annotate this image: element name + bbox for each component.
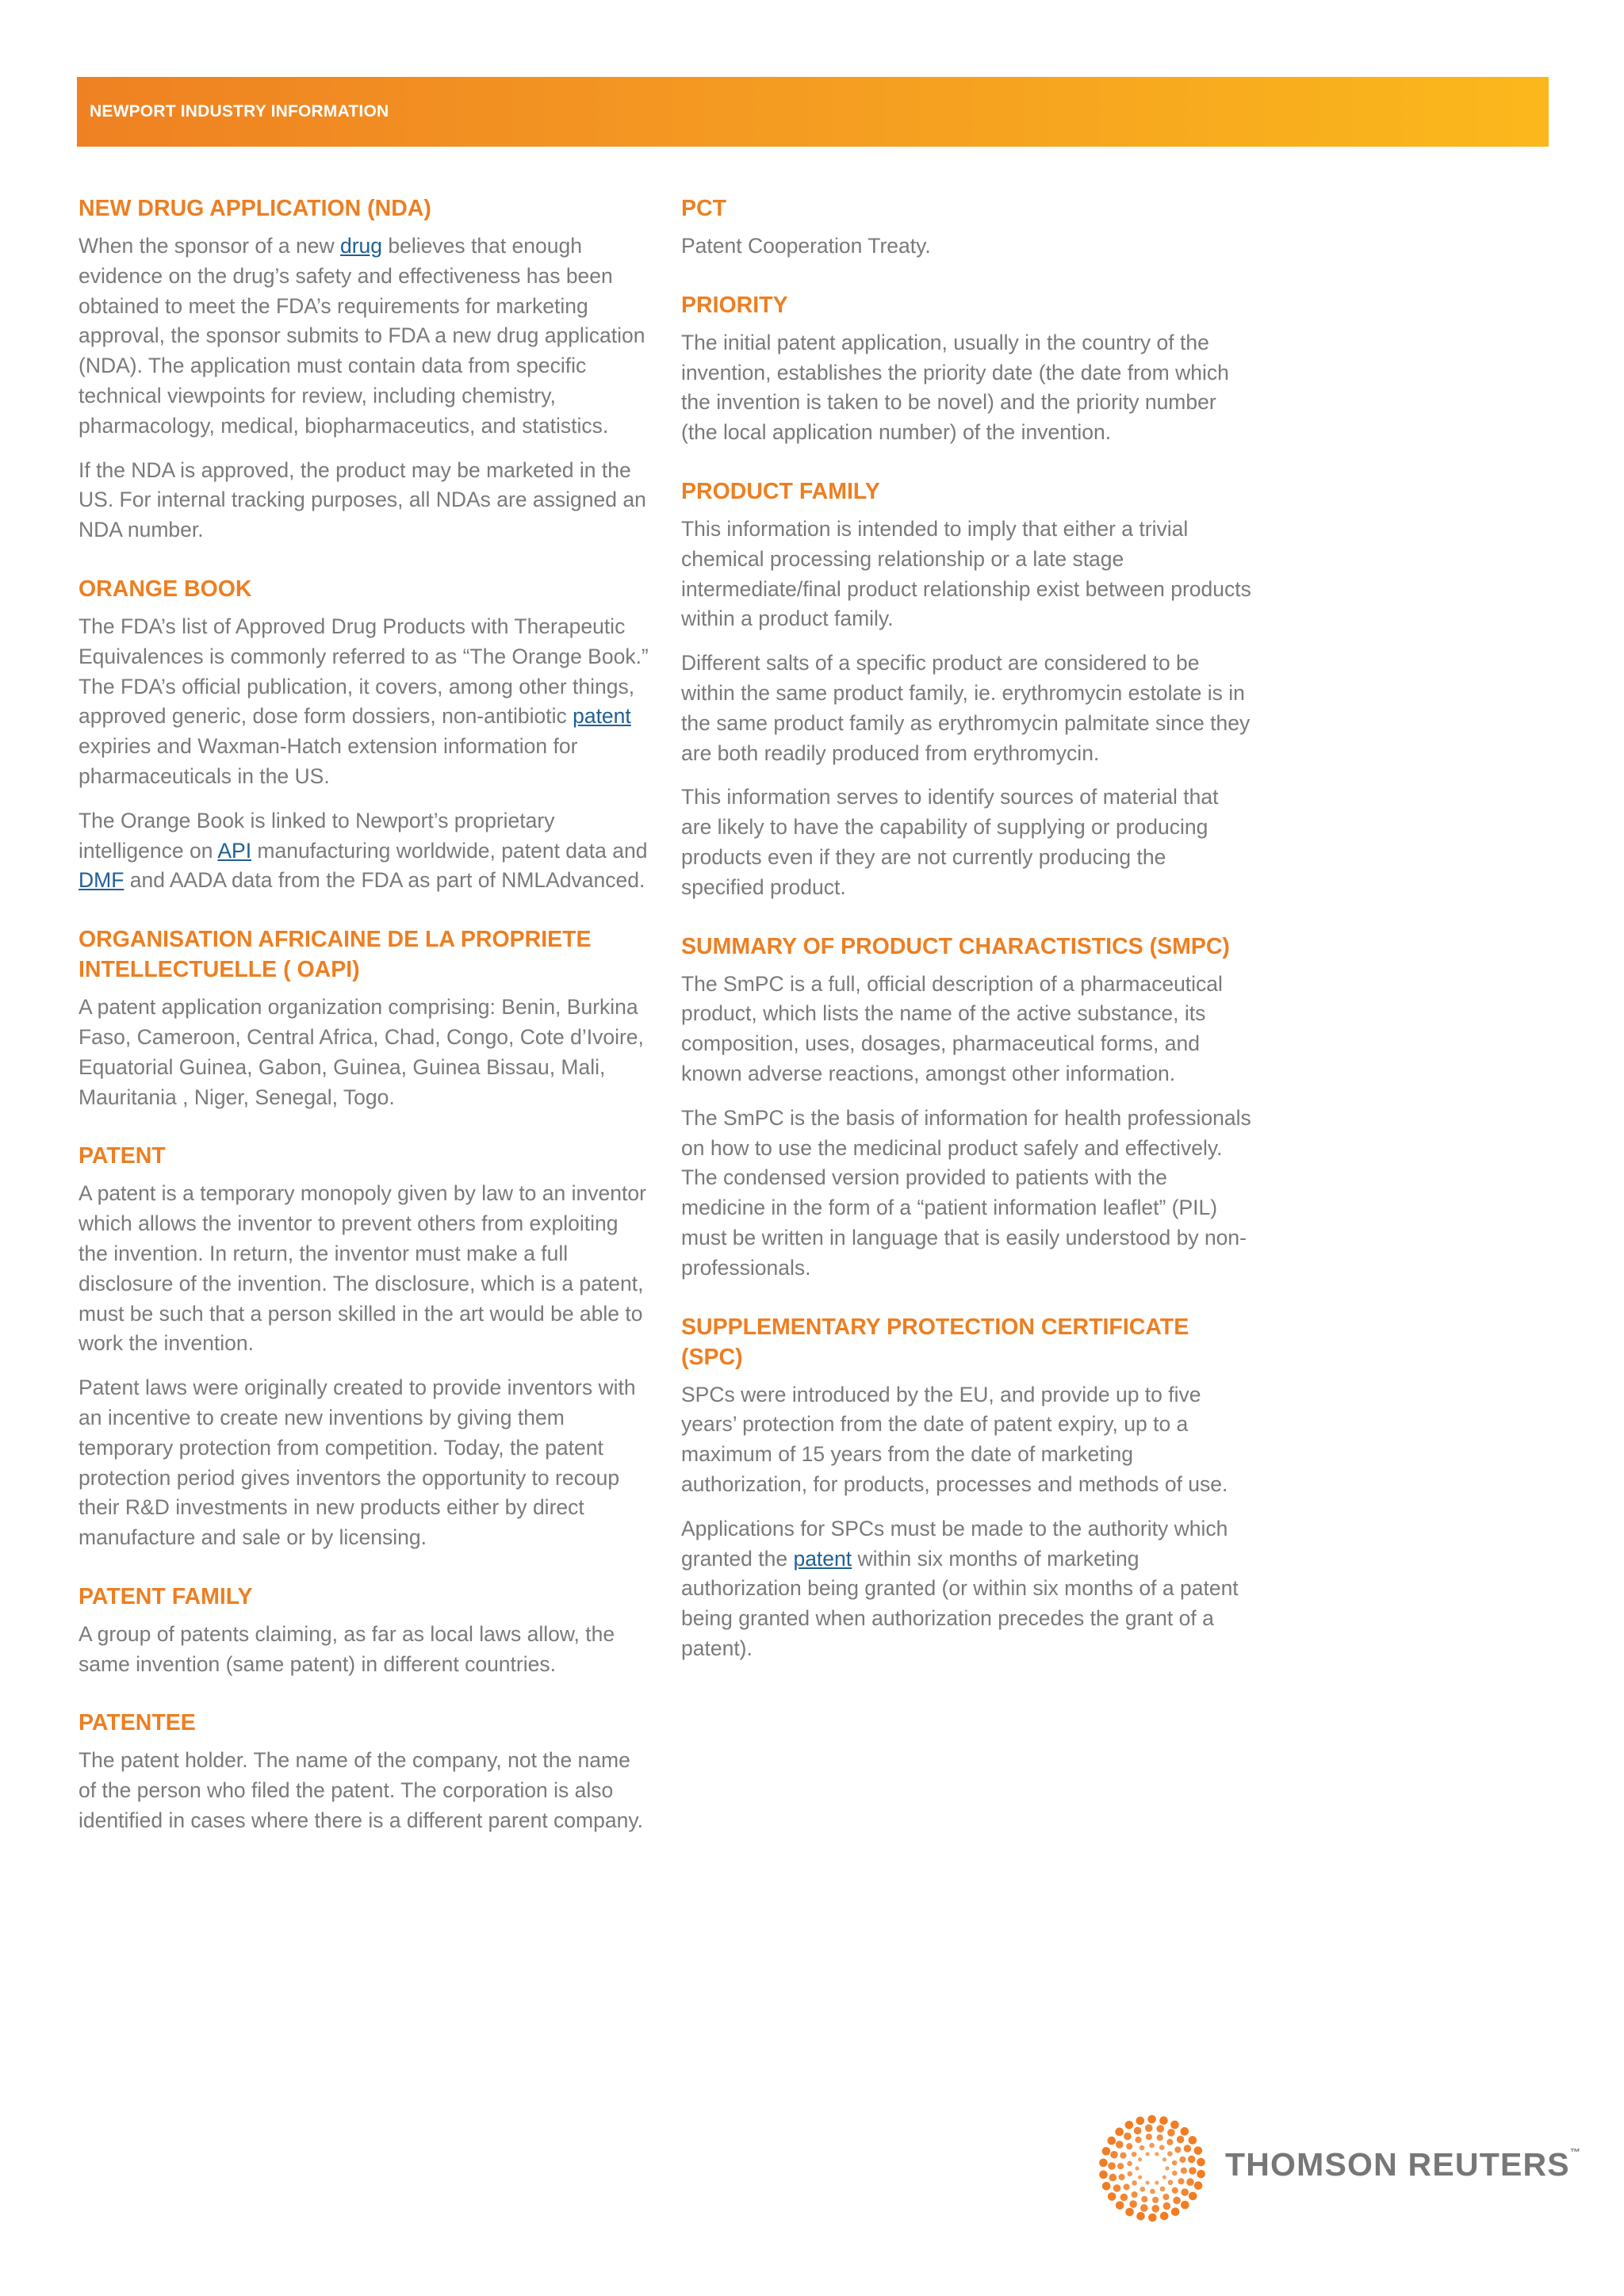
header-banner bbox=[77, 77, 1549, 147]
logo-dot bbox=[1118, 2174, 1124, 2180]
logo-dot bbox=[1177, 2136, 1185, 2144]
logo-dot bbox=[1162, 2175, 1166, 2179]
logo-dot bbox=[1178, 2178, 1184, 2184]
logo-dot bbox=[1108, 2162, 1116, 2170]
logo-dot bbox=[1181, 2201, 1189, 2210]
logo-dot bbox=[1109, 2174, 1117, 2182]
logo-dot bbox=[1146, 2152, 1150, 2156]
logo-dot bbox=[1150, 2189, 1155, 2195]
logo-dot bbox=[1167, 2151, 1173, 2156]
logo-dot bbox=[1167, 2129, 1175, 2137]
logo-dot bbox=[1171, 2207, 1180, 2216]
paragraph bbox=[79, 806, 649, 896]
drug-link[interactable]: drug bbox=[339, 234, 383, 258]
logo-dot bbox=[1115, 2128, 1124, 2137]
logo-dot bbox=[1135, 2137, 1141, 2143]
paragraph bbox=[79, 612, 649, 792]
logo-dot bbox=[1163, 2202, 1171, 2210]
logo-dot bbox=[1147, 2115, 1156, 2124]
logo-dot bbox=[1155, 2180, 1159, 2184]
section-title: SUMMARY OF PRODUCT CHARACTISTICS (SMPC) bbox=[681, 933, 1230, 959]
logo-dot bbox=[1174, 2146, 1181, 2152]
logo-dot bbox=[1136, 2117, 1145, 2126]
paragraph: The patent holder. The name of the company, not the name of the person who filed the patent. The corporation is also identified in cases where there is a different parent company. bbox=[79, 1748, 643, 1833]
logo-dot bbox=[1172, 2171, 1178, 2176]
logo-dot bbox=[1162, 2157, 1166, 2161]
text: The FDA’s list of Approved Drug Products with Therapeutic Equivalences is commonly referred to as “The Orange Book.” The FDA’s official publication, it covers, among other things, approved generic, dose form dossiers, non-antibiotic bbox=[79, 614, 649, 729]
logo-dot bbox=[1168, 2179, 1174, 2185]
logo-dot bbox=[1138, 2175, 1142, 2179]
logo-dot bbox=[1197, 2170, 1205, 2179]
logo-dot bbox=[1099, 2159, 1108, 2168]
patent-link[interactable]: patent bbox=[793, 1546, 852, 1571]
text: When the sponsor of a new bbox=[79, 234, 340, 258]
logo-dot bbox=[1099, 2171, 1108, 2179]
logo-dot bbox=[1157, 2134, 1163, 2141]
logo-dot bbox=[1159, 2145, 1165, 2150]
brand-name: THOMSON REUTERS bbox=[1225, 2146, 1570, 2183]
paragraph bbox=[681, 1514, 1252, 1664]
section-smpc bbox=[681, 932, 1252, 1284]
text: expiries and Waxman-Hatch extension information for pharmaceuticals in the US. bbox=[79, 734, 578, 788]
paragraph: If the NDA is approved, the product may be marketed in the US. For internal tracking purposes, all NDAs are assigned an NDA number. bbox=[79, 457, 646, 542]
text: The Orange Book is linked to Newport’s proprietary intelligence on bbox=[79, 808, 555, 863]
logo-dot bbox=[1132, 2180, 1137, 2186]
logo-dot bbox=[1124, 2183, 1130, 2190]
section-title: SUPPLEMENTARY PROTECTION CERTIFICATE (SPC) bbox=[681, 1314, 1189, 1370]
logo-dot bbox=[1110, 2151, 1118, 2159]
paragraph: The initial patent application, usually in the country of the invention, establishes the priority date (the date from which the invention is taken to be novel) and the priority number (the local application number) of the invention. bbox=[681, 330, 1229, 445]
logo-dot bbox=[1148, 2214, 1157, 2222]
trademark: ™ bbox=[1569, 2146, 1580, 2158]
text: manufacturing worldwide, patent data and bbox=[251, 838, 648, 863]
section-spc bbox=[681, 1312, 1252, 1664]
text: Applications for SPCs must be made to the authority which granted the bbox=[681, 1516, 1228, 1571]
paragraph: SPCs were introduced by the EU, and provide up to five years’ protection from the date of patent expiry, up to a maximum of 15 years from the date of marketing authorization, for products, processes and methods of use. bbox=[681, 1382, 1228, 1496]
patent-link[interactable]: patent bbox=[573, 704, 631, 729]
logo-dot bbox=[1107, 2137, 1116, 2145]
logo-dot bbox=[1139, 2145, 1145, 2151]
section-pct bbox=[681, 193, 1252, 262]
logo-dot bbox=[1172, 2187, 1178, 2194]
logo-dot bbox=[1184, 2145, 1192, 2152]
api-link[interactable]: API bbox=[217, 838, 252, 863]
logo-dot bbox=[1145, 2124, 1153, 2132]
section-orange-book bbox=[79, 574, 649, 896]
logo-dot bbox=[1188, 2156, 1196, 2164]
logo-dot bbox=[1138, 2157, 1142, 2161]
logo-dot bbox=[1139, 2187, 1145, 2192]
logo-dot bbox=[1166, 2139, 1173, 2145]
section-patent bbox=[79, 1141, 649, 1553]
logo-dot bbox=[1172, 2160, 1178, 2166]
logo-dot bbox=[1179, 2156, 1185, 2163]
footer-brand bbox=[1225, 2146, 1580, 2183]
section-title: PRODUCT FAMILY bbox=[681, 478, 880, 504]
paragraph: Different salts of a specific product are considered to be within the same product family, ie. erythromycin estolate is in the same product family as erythromycin palmitate since they are both readily produced from erythromycin. bbox=[681, 651, 1251, 765]
section-oapi bbox=[79, 924, 649, 1112]
section-title: NEW DRUG APPLICATION (NDA) bbox=[79, 196, 431, 221]
logo-dot bbox=[1113, 2184, 1121, 2192]
logo-dot bbox=[1197, 2158, 1205, 2167]
section-title: PATENTEE bbox=[79, 1710, 196, 1736]
paragraph: A patent is a temporary monopoly given by law to an inventor which allows the inventor to prevent others from exploiting the invention. In return, the inventor must make a full disclosure of the invention. The disclosure, which is a patent, must be such that a person skilled in the art would be able to work the invention. bbox=[79, 1181, 646, 1356]
logo-dot bbox=[1132, 2191, 1138, 2198]
paragraph bbox=[79, 232, 649, 442]
paragraph: A patent application organization comprising: Benin, Burkina Faso, Cameroon, Central Africa, Chad, Congo, Cote d’Ivoire, Equatorial Guinea, Gabon, Guinea, Guinea Bissau, Mali, Mauritania , Niger, Senegal, Togo. bbox=[79, 995, 644, 1109]
logo-dot bbox=[1141, 2196, 1147, 2202]
logo-dot bbox=[1173, 2197, 1181, 2205]
logo-dot bbox=[1125, 2121, 1134, 2130]
logo-dot bbox=[1127, 2161, 1132, 2167]
section-patent-family bbox=[79, 1582, 649, 1680]
logo-dot bbox=[1165, 2166, 1169, 2170]
header-title: NEWPORT INDUSTRY INFORMATION bbox=[90, 102, 389, 121]
logo-dot bbox=[1126, 2143, 1132, 2149]
logo-dot bbox=[1120, 2152, 1126, 2159]
logo-dot bbox=[1149, 2143, 1155, 2149]
logo-dot bbox=[1125, 2208, 1134, 2217]
section-nda bbox=[79, 193, 649, 545]
paragraph: This information is intended to imply that either a trivial chemical processing relationship or a late stage intermediate/final product relationship exist between products within a product family. bbox=[681, 516, 1251, 631]
logo-dot bbox=[1181, 2188, 1189, 2196]
section-title: PRIORITY bbox=[681, 292, 788, 318]
logo-dot bbox=[1132, 2152, 1137, 2157]
section-title bbox=[79, 924, 649, 985]
logo-dot bbox=[1156, 2125, 1164, 2133]
section-product-family bbox=[681, 476, 1252, 903]
logo-dot bbox=[1129, 2200, 1137, 2208]
logo-dot bbox=[1124, 2133, 1132, 2141]
right-column bbox=[681, 193, 1252, 1693]
logo-dot bbox=[1186, 2178, 1194, 2186]
paragraph: A group of patents claiming, as far as local laws allow, the same invention (same patent) in different countries. bbox=[79, 1621, 615, 1676]
logo-dot bbox=[1181, 2127, 1189, 2136]
logo-dot bbox=[1102, 2182, 1111, 2191]
logo-dot bbox=[1162, 2194, 1169, 2200]
logo-dot bbox=[1116, 2201, 1124, 2210]
section-title: ORANGE BOOK bbox=[79, 576, 252, 602]
title-line: ORGANISATION AFRICAINE DE LA PROPRIETE bbox=[79, 927, 592, 953]
logo-dot bbox=[1108, 2192, 1116, 2201]
paragraph: Patent Cooperation Treaty. bbox=[681, 234, 931, 258]
paragraph: The SmPC is a full, official description of a pharmaceutical product, which lists the name of the active substance, its composition, uses, dosages, pharmaceutical forms, and known adverse reactions, amongst other information. bbox=[681, 971, 1223, 1085]
logo-dot bbox=[1189, 2192, 1197, 2201]
text: and AADA data from the FDA as part of NMLAdvanced. bbox=[124, 868, 645, 893]
logo-dot bbox=[1140, 2204, 1148, 2212]
logo-dot bbox=[1134, 2127, 1142, 2135]
logo-dot bbox=[1189, 2136, 1197, 2145]
logo-dot bbox=[1194, 2146, 1203, 2155]
dmf-link[interactable]: DMF bbox=[79, 868, 124, 893]
paragraph: The SmPC is the basis of information for health professionals on how to use the medicinal product safely and effectively. The condensed version provided to patients with the medicine in the form of a “patient information leaflet” (PIL) must be written in language that is easily understood by non-professionals. bbox=[681, 1105, 1251, 1280]
section-title: PATENT FAMILY bbox=[79, 1583, 253, 1609]
logo-dot bbox=[1181, 2168, 1187, 2174]
title-line: INTELLECTUELLE ( OAPI) bbox=[79, 957, 360, 983]
logo-dot bbox=[1159, 2116, 1168, 2125]
text: believes that enough evidence on the drug’s safety and effectiveness has been obtained to meet the FDA’s requirements for marketing approval, the sponsor submits to FDA a new drug application (NDA). The application must contain data from specific technical viewpoints for review, including chemistry, pharmacology, medical, biopharmaceutics, and statistics. bbox=[79, 234, 645, 438]
logo-dot bbox=[1155, 2152, 1159, 2156]
logo-dot bbox=[1170, 2121, 1179, 2130]
logo-dot bbox=[1135, 2166, 1139, 2170]
paragraph: This information serves to identify sources of material that are likely to have the capability of supplying or producing products even if they are not currently producing the specified product. bbox=[681, 785, 1219, 899]
thomson-reuters-logo-icon bbox=[1093, 2109, 1212, 2228]
logo-dot bbox=[1102, 2147, 1111, 2156]
logo-dot bbox=[1151, 2205, 1159, 2213]
paragraph: Patent laws were originally created to provide inventors with an incentive to create new inventions by giving them temporary protection from competition. Today, the patent protection period gives inventors the opportunity to recoup their R&D investments in new products either by direct manufacture and sale or by licensing. bbox=[79, 1376, 636, 1550]
logo-dot bbox=[1146, 2133, 1152, 2140]
logo-dot bbox=[1117, 2163, 1124, 2169]
logo-dot bbox=[1160, 2187, 1166, 2192]
logo-dot bbox=[1194, 2181, 1203, 2190]
logo-dot bbox=[1160, 2212, 1169, 2221]
logo-dot bbox=[1116, 2141, 1124, 2149]
logo-dot bbox=[1152, 2197, 1159, 2203]
logo-dot bbox=[1146, 2180, 1150, 2184]
logo-dot bbox=[1128, 2172, 1133, 2177]
logo-dot bbox=[1189, 2167, 1197, 2175]
logo-dot bbox=[1136, 2212, 1145, 2221]
left-column bbox=[79, 193, 649, 1865]
logo-dot bbox=[1120, 2194, 1128, 2202]
section-title: PATENT bbox=[79, 1143, 166, 1169]
section-patentee bbox=[79, 1708, 649, 1835]
section-title: PCT bbox=[681, 196, 726, 221]
text: within six months of marketing authorization being granted (or within six months of a patent being granted when authorization precedes the grant of a patent). bbox=[681, 1546, 1239, 1660]
section-priority bbox=[681, 290, 1252, 448]
